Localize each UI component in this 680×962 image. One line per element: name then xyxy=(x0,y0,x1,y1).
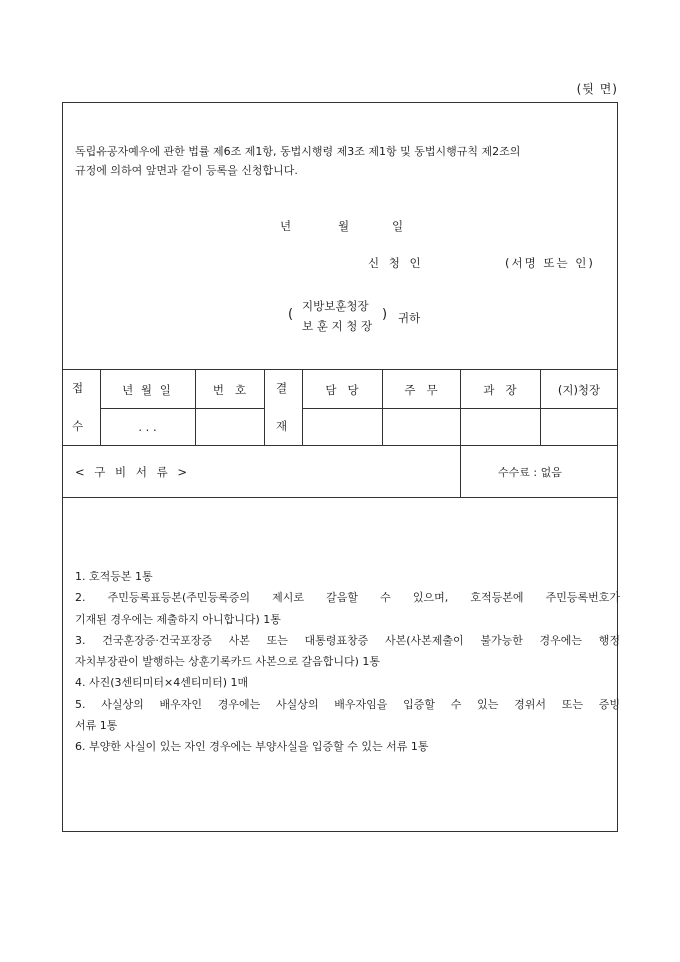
table-bottom-border xyxy=(62,445,618,446)
document-item: 3. 건국훈장증·건국포장증 사본 또는 대통령표창증 사본(사본제출이 불가능한 경우에는 행정 xyxy=(75,633,620,647)
receipt-date-header: 년 월 일 xyxy=(122,383,173,397)
statement-line-2: 규정에 의하여 앞면과 같이 등록을 신청합니다. xyxy=(75,164,298,177)
approval-label-top: 결 xyxy=(276,381,288,395)
document-item: 기재된 경우에는 제출하지 아니합니다) 1통 xyxy=(75,612,281,626)
date-day-label: 일 xyxy=(392,219,404,233)
table-divider xyxy=(264,369,265,445)
required-documents-header: < 구 비 서 류 > xyxy=(75,465,190,479)
required-documents-list xyxy=(75,566,620,758)
document-item: 6. 부양한 사실이 있는 자인 경우에는 부양사실을 입증할 수 있는 서류 1통 xyxy=(75,740,429,754)
table-divider xyxy=(382,369,383,445)
date-year-label: 년 xyxy=(280,219,292,233)
page-side-label: (뒷 면) xyxy=(576,82,618,96)
document-item: 자치부장관이 발행하는 상훈기록카드 사본으로 갈음합니다) 1통 xyxy=(75,655,381,669)
receipt-header-divider xyxy=(100,408,264,409)
approver-staff: 담 당 xyxy=(325,383,359,397)
receipt-date-value: . . . xyxy=(138,420,157,434)
table-top-border xyxy=(62,369,618,370)
signature-note: (서명 또는 인) xyxy=(505,256,595,270)
addressee-regional-office: 지방보훈청장 xyxy=(302,299,369,313)
applicant-label: 신 청 인 xyxy=(368,256,424,270)
approval-label-bottom: 재 xyxy=(276,419,288,433)
addressee-open-paren: ( xyxy=(288,307,294,322)
addressee-suffix: 귀하 xyxy=(398,311,421,325)
approver-section-chief: 과 장 xyxy=(483,383,517,397)
approver-office-head: (지)청장 xyxy=(557,383,601,397)
table-divider xyxy=(302,369,303,445)
table-divider xyxy=(195,369,196,445)
document-item: 5. 사실상의 배우자인 경우에는 사실상의 배우자임을 입증할 수 있는 경위서 또는 증빙 xyxy=(75,697,620,711)
document-item: 4. 사진(3센티미터×4센티미터) 1매 xyxy=(75,676,249,690)
receipt-label-bottom: 수 xyxy=(72,419,84,433)
approver-manager: 주 무 xyxy=(404,383,438,397)
statement-line-1: 독립유공자예우에 관한 법률 제6조 제1항, 동법시행령 제3조 제1항 및 동법시행규칙 제2조의 xyxy=(75,145,521,158)
documents-header-bottom-border xyxy=(62,497,618,498)
date-month-label: 월 xyxy=(338,219,350,233)
application-statement xyxy=(75,142,605,180)
document-item: 서류 1통 xyxy=(75,719,118,733)
document-item: 2. 주민등록표등본(주민등록증의 제시로 갈음할 수 있으며, 호적등본에 주민등록번호가 xyxy=(75,591,620,605)
fee-label: 수수료 : 없음 xyxy=(498,466,562,479)
addressee-branch-office: 보 훈 지 청 장 xyxy=(302,319,373,333)
receipt-label-top: 접 xyxy=(72,381,84,395)
document-item: 1. 호적등본 1통 xyxy=(75,570,153,583)
table-divider xyxy=(540,369,541,445)
addressee-close-paren: ) xyxy=(382,307,388,322)
receipt-number-header: 번 호 xyxy=(212,383,247,397)
